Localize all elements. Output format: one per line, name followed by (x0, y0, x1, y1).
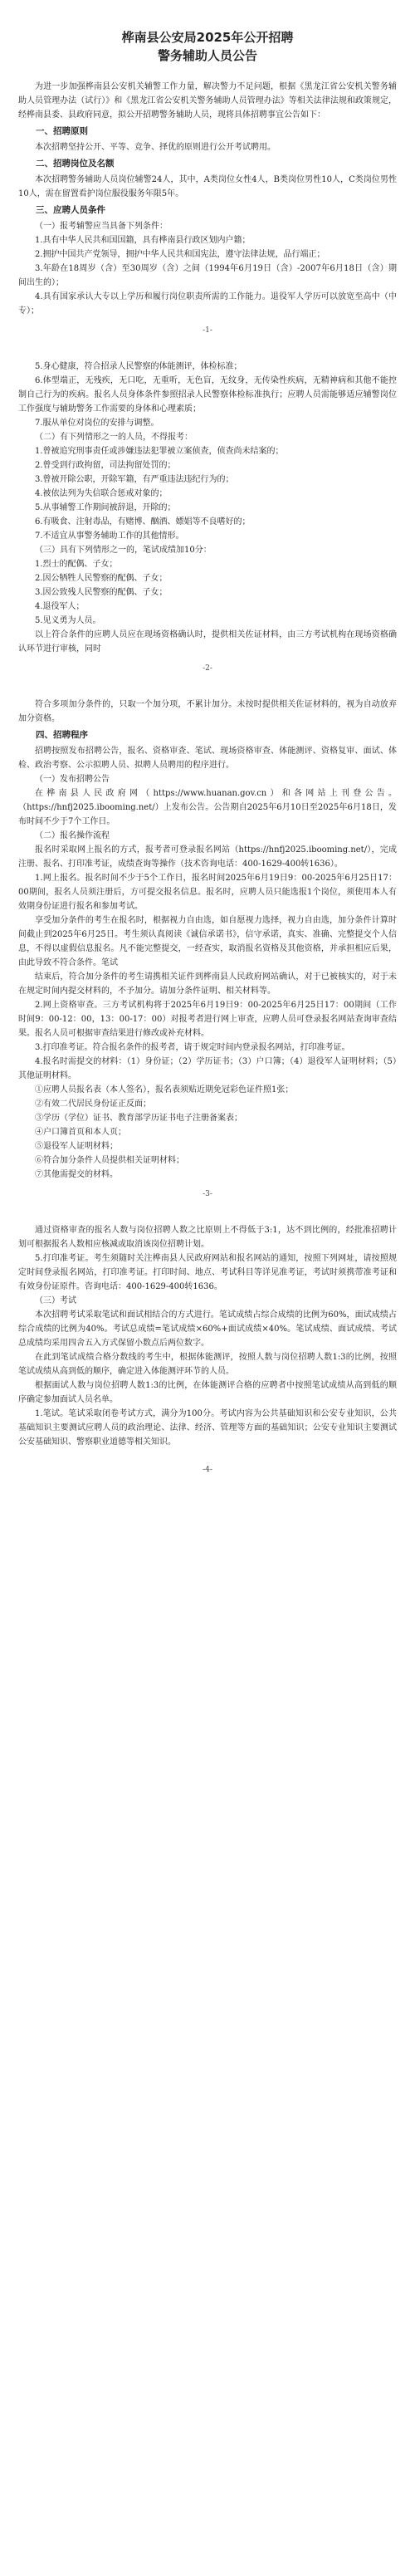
section-4-sub-2: （二）报名操作流程 (35, 831, 110, 840)
list-item: 在此到笔试成绩合格分数线的考生中，根据体能测评，按照人数与岗位招聘人数1:3的比例，按照笔试成绩从高到低的顺序，确定进入体能测评环节的人员。 (18, 1353, 397, 1376)
list-item: 1.网上报名。报名时间不少于5个工作日，报名时间2025年6月19日9：00-2025年6月25日17：00期间，报名人员须注册后，方可提交报名信息。报名时，应聘人员只能选报1个岗位，须使用本人有效期身份证进行报名和参加考试。 (18, 874, 397, 911)
list-item: 6.体型端正，无残疾，无口吃，无重听，无色盲，无纹身，无传染性疾病，无精神病和其他不能控制自己行为的疾病。报名人员身体条件参照招录人民警察体检标准执行；应聘人员需能够适应辅警岗位工作强度与辅助警务工作需要的身体和心理素质； (18, 376, 397, 414)
list-item: ⑦其他需提交的材料。 (35, 1170, 118, 1179)
list-item: ③学历（学位）证书、教育部学历证书电子注册备案表； (35, 1114, 242, 1123)
list-item: 1.具有中华人民共和国国籍，具有桦南县行政区划内户籍； (35, 236, 251, 245)
list-item: 报名时采取网上报名的方式，报考者可登录报名网站（https://hnfj2025.ibooming.net/），完成注册、报名、打印准考证，成绩查询等操作（技术咨询电话：400-1629-400转1636）。 (18, 845, 397, 869)
list-item: 5.身心健康，符合招录人民警察的体能测评，体检标准； (35, 362, 242, 371)
title-block (18, 28, 397, 65)
page-number: -1- (203, 326, 212, 335)
section-3-note-continued: 符合多项加分条件的，只取一个加分项，不累计加分。未按时提供相关佐证材料的，视为自动放弃加分资格。 (18, 700, 397, 723)
list-item: 通过资格审查的报名人数与岗位招聘人数之比原则上不得低于3:1，达不到比例的，经批准招聘计划可根据报名人数相应核减或取消该岗位招聘计划。 (18, 1226, 397, 1249)
list-item: ⑥符合加分条件人员提供相关证明材料； (35, 1156, 184, 1165)
list-item: 3.因公致残人民警察的配偶、子女； (35, 588, 168, 597)
section-heading-1: 一、招聘原则 (36, 126, 88, 136)
section-3-note: 以上符合条件的应聘人员应在现场资格确认时，提供相关佐证材料，由三方考试机构在现场资格确认环节进行审核，同时 (18, 630, 397, 654)
page-break (18, 1182, 397, 1223)
page-break (18, 318, 397, 360)
section-4-sub-3: （三）考试 (35, 1296, 76, 1305)
list-item: 4.报名时需提交的材料：（1）身份证；（2）学历证书；（3）户口簿；（4）退役军人证明材料；（5）其他证明材料。 (18, 1057, 397, 1080)
page-number: -2- (203, 664, 212, 673)
list-item: 7.不适宜从事警务辅助工作的其他情形。 (35, 531, 184, 541)
list-item: 5.见义勇为人员。 (35, 616, 101, 625)
section-4-sub-1-text: 在桦南县人民政府网（https://www.huanan.gov.cn）和各网站上刊登公告。（https://hnfj2025.ibooming.net/）上发布公告。公告期自2025年6月10日至2025年6月18日，发布时间不少于7个工作日。 (18, 789, 397, 826)
list-item: 3.打印准考证。符合报名条件的报考者，请于规定时间内登录报名网站，打印准考证。 (35, 1043, 350, 1052)
section-heading-4: 四、招聘程序 (36, 730, 88, 740)
section-3-sub-1: （一）报考辅警应当具备下列条件： (35, 222, 168, 231)
list-item: 5.打印准考证。考生须随时关注桦南县人民政府网站和报名网站的通知，按照下列网址，请按照规定时间登录报名网站，打印准考证。打印时间、地点、考试科目等详见准考证，考试时须携带准考证和有效身份证原件。咨询电话：400-1629-400转1636。 (18, 1254, 397, 1291)
title-line-1: 桦南县公安局2025年公开招聘 (121, 30, 294, 45)
announcement-document (18, 28, 397, 1474)
section-4-intro: 招聘按照发布招聘公告，报名、资格审查、笔试、现场资格审查、体能测评、资格复审、面试、体检、政治考察、公示拟聘人员、拟聘人员聘用的程序进行。 (18, 747, 397, 770)
list-item: ⑤退役军人证明材料； (35, 1142, 118, 1151)
list-item: 2.网上资格审查。三方考试机构将于2025年6月19日9：00-2025年6月25日17：00期间（工作时间9：00-12：00，13：00-17：00）对报考者进行网上审查，应聘人员可登录报名网站查询审查结果。报名人员可根据审查结果进行修改或补充材料。 (18, 1001, 397, 1038)
section-heading-3: 三、应聘人员条件 (36, 205, 105, 215)
list-item: 1.曾被追究刑事责任或涉嫌违法犯罪被立案侦查，侦查尚未结案的； (35, 447, 284, 456)
list-item: 5.从事辅警工作期间被辞退，开除的； (35, 503, 176, 512)
intro-paragraph: 为进一步加强桦南县公安机关辅警工作力量，解决警力不足问题，根据《黑龙江省公安机关警务辅助人员管理办法（试行）》和《黑龙江省公安机关警务辅助人员管理办法》等相关法律法规和政策规定，经桦南县委、县政府同意，拟公开招聘警务辅助人员，现将具体招聘事宜公告如下： (18, 82, 397, 120)
list-item: 享受加分条件的考生在报名时，根据视力自由选，如自愿视力选择，视力自由选，加分条件计算时间截止到2025年6月25日。考生须认真阅读《诚信承诺书》，信守承诺，真实、准确、完整提交个人信息，不得以虚假信息报名。凡不能完整提交，一经查实，取消报名资格及其他资格，并承担相应后果，由此导致不符合条件。笔试 (18, 916, 397, 967)
list-item: 4.退役军人； (35, 602, 85, 611)
list-item: 1.笔试。笔试采取闭卷考试方式，满分为100分。考试内容为公共基础知识和公安专业知识，公共基础知识主要测试应聘人员的政治理论、法律、经济、管理等方面的基础知识；公安专业知识主要测试公安基础知识、警察职业道德等相关知识。 (18, 1409, 397, 1447)
list-item: 3.年龄在18周岁（含）至30周岁（含）之间（1994年6月19日（含）-2007年6月18日（含）期间出生的）； (18, 264, 397, 287)
section-4-sub-1: （一）发布招聘公告 (35, 775, 110, 784)
section-3-sub-3: （三）具有下列情形之一的，笔试成绩加10分： (35, 546, 212, 555)
section-heading-2: 二、招聘岗位及名额 (36, 159, 115, 169)
title-line-2: 警务辅助人员公告 (157, 48, 257, 63)
list-item: ①应聘人员报名表（本人签名），报名表须贴近期免冠彩色证件照1张； (35, 1085, 294, 1095)
list-item: 2.拥护中国共产党领导，拥护中华人民共和国宪法，遵守法律法规，品行端正； (35, 250, 325, 259)
section-1-text: 本次招聘坚持公开、平等、竞争、择优的原则进行公开考试聘用。 (35, 143, 276, 152)
list-item: 6.有吸食、注射毒品，有赌博、酗酒、嫖娼等不良嗜好的； (35, 517, 251, 526)
list-item: 2.因公牺牲人民警察的配偶、子女； (35, 574, 168, 583)
list-item: 4.被依法列为失信联合惩戒对象的； (35, 489, 168, 498)
page-number: -3- (203, 1190, 212, 1198)
section-2-text: 本次招聘警务辅助人员岗位辅警24人，其中，A类岗位女性4人，B类岗位男性10人，C类岗位男性10人，需在留置看护岗位服役服务年限5年。 (18, 175, 397, 198)
list-item: 本次招聘考试采取笔试和面试相结合的方式进行。笔试成绩占综合成绩的比例为60%，面试成绩占综合成绩的比例为40%。考试总成绩=笔试成绩×60%+面试成绩×40%。笔试成绩、面试成绩、考试总成绩均采用四舍五入方式保留小数点后两位数字。 (18, 1310, 397, 1348)
section-3-sub-2: （二）有下列情形之一的人员，不得报考： (35, 433, 193, 442)
list-item: 7.服从单位对岗位的安排与调整。 (35, 419, 159, 428)
list-item: 根据面试人数与岗位招聘人数1:3的比例，在体能测评合格的应聘者中按照笔试成绩从高到低的顺序确定参加面试人员名单。 (18, 1381, 397, 1404)
list-item: 4.具有国家承认大专以上学历和履行岗位职责所需的工作能力。退役军人学历可以放宽至高中（中专）； (18, 292, 397, 316)
list-item: ④户口簿首页和本人页； (35, 1128, 126, 1137)
list-item: 3.曾被开除公职，开除军籍，有严重违法违纪行为的； (35, 475, 234, 484)
list-item: 1.烈士的配偶、子女； (35, 560, 118, 569)
list-item: ②有效二代居民身份证正反面； (35, 1099, 151, 1109)
page-number: -4- (203, 1466, 212, 1474)
list-item: 结束后，符合加分条件的考生请携相关证件到桦南县人民政府网站确认，对于已被核实的，对于未在规定时间内提交材料的，不予加分。请加分条件证明、相关材料等。 (18, 972, 397, 996)
page-break (18, 656, 397, 698)
list-item: 2.曾受到行政拘留，司法拘留处罚的； (35, 461, 176, 470)
